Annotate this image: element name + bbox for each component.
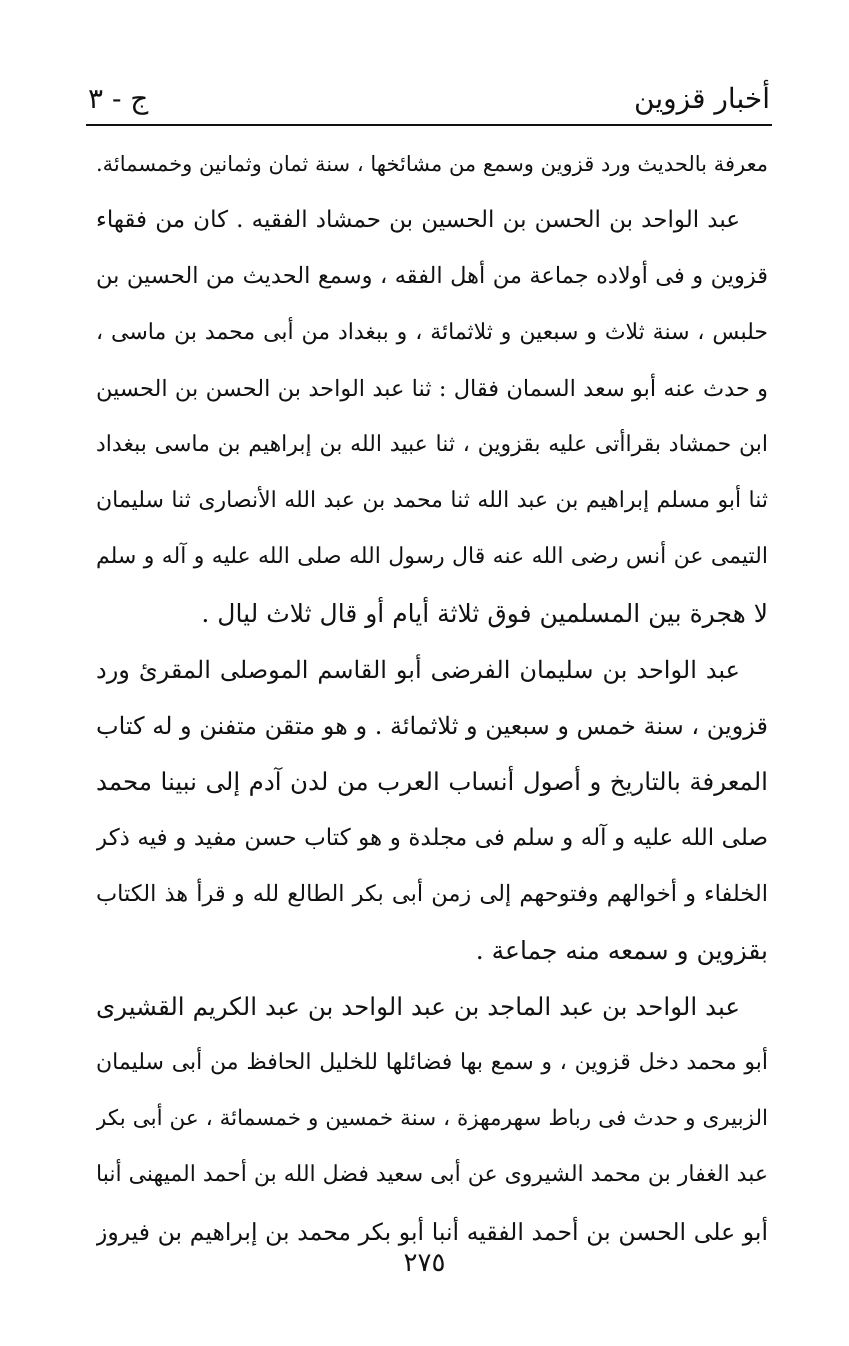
text-line: صلى الله عليه و آله و سلم فى مجلدة و هو كتاب حسن مفيد و فيه ذكر bbox=[96, 825, 768, 852]
text-line-entry-start: عبد الواحد بن سليمان الفرضى أبو القاسم الموصلى المقرئ ورد bbox=[96, 655, 740, 684]
text-line: حلبس ، سنة ثلاث و سبعين و ثلاثمائة ، و ببغداد من أبى محمد بن ماسى ، bbox=[96, 319, 768, 345]
text-line: عبد الغفار بن محمد الشيروى عن أبى سعيد فضل الله بن أحمد الميهنى أنبا bbox=[96, 1162, 768, 1188]
text-line: قزوين و فى أولاده جماعة من أهل الفقه ، وسمع الحديث من الحسين بن bbox=[96, 263, 768, 290]
header-rule bbox=[86, 124, 772, 126]
book-title: أخبار قزوين bbox=[634, 82, 770, 115]
text-line: المعرفة بالتاريخ و أصول أنساب العرب من لدن آدم إلى نبينا محمد bbox=[96, 767, 768, 797]
text-line: معرفة بالحديث ورد قزوين وسمع من مشائخها ، سنة ثمان وثمانين وخمسمائة. bbox=[96, 152, 768, 176]
text-line: قزوين ، سنة خمس و سبعين و ثلاثمائة . و هو متقن متفنن و له كتاب bbox=[96, 711, 768, 740]
text-line: الزبيرى و حدث فى رباط سهرمهزة ، سنة خمسين و خمسمائة ، عن أبى بكر bbox=[96, 1106, 768, 1132]
text-line: الخلفاء و أخوالهم وفتوحهم إلى زمن أبى بكر الطالع لله و قرأ هذ الكتاب bbox=[96, 881, 768, 908]
text-line: التيمى عن أنس رضى الله عنه قال رسول الله صلى الله عليه و آله و سلم bbox=[96, 544, 768, 570]
page-number: ٢٧٥ bbox=[403, 1248, 446, 1278]
body-text bbox=[96, 136, 768, 1260]
volume-number: ج - ٣ bbox=[88, 82, 149, 115]
text-line: أبو محمد دخل قزوين ، و سمع بها فضائلها للخليل الحافظ من أبى سليمان bbox=[96, 1050, 768, 1075]
text-line: بقزوين و سمعه منه جماعة . bbox=[475, 935, 768, 965]
text-line-entry-start: عبد الواحد بن عبد الماجد بن عبد الواحد بن عبد الكريم القشيرى bbox=[96, 991, 740, 1021]
text-line: ثنا أبو مسلم إبراهيم بن عبد الله ثنا محمد بن عبد الله الأنصارى ثنا سليمان bbox=[96, 488, 768, 514]
text-line-entry-start: عبد الواحد بن الحسن بن الحسين بن حمشاد الفقيه . كان من فقهاء bbox=[96, 207, 740, 234]
text-line: أبو على الحسن بن أحمد الفقيه أنبا أبو بكر محمد بن إبراهيم بن فيروز bbox=[96, 1217, 768, 1246]
text-line: ابن حمشاد بقراأتى عليه بقزوين ، ثنا عبيد الله بن إبراهيم بن ماسى ببغداد bbox=[96, 431, 768, 457]
running-header bbox=[88, 78, 770, 122]
text-line: لا هجرة بين المسلمين فوق ثلاثة أيام أو قال ثلاث ليال . bbox=[201, 598, 768, 628]
text-line: و حدث عنه أبو سعد السمان فقال : ثنا عبد الواحد بن الحسن بن الحسين bbox=[96, 375, 768, 402]
